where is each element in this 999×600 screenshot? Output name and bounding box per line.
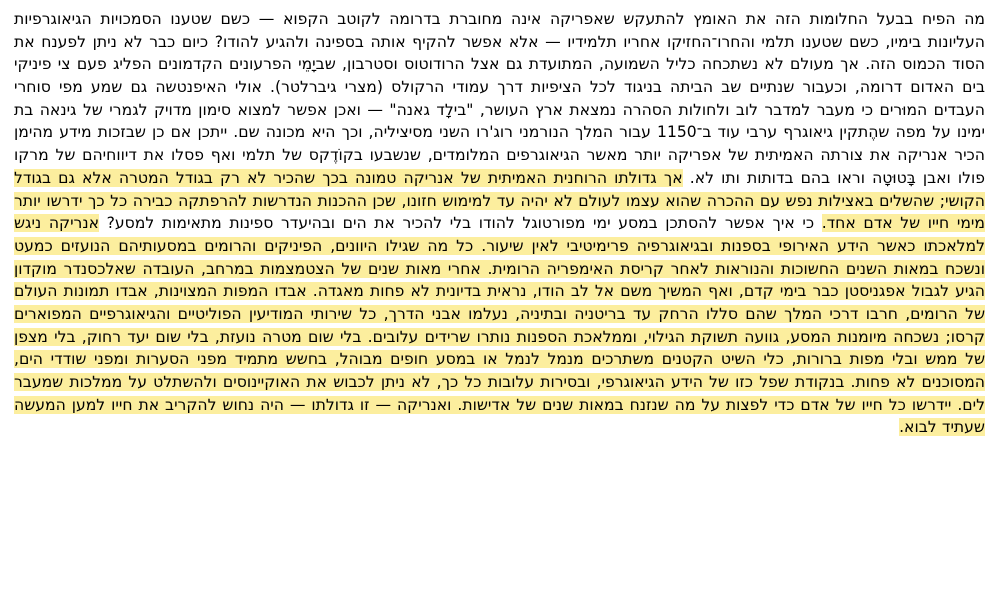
highlighted-run-1: אך גדולתו הרוחנית האמיתית של אנריקה טמונה בכך שהכיר לא רק בגודל המטרה אלא גם בגודל הקושי; שהשלים באצילות נפש עם ההכרה שהוא עצמו לעולם לא יהיה עד למימוש חזונו, שכן ההכנות הנדרשות להרפתקה כבירה כל כך ידרשו יותר מימי חייו של אדם אחד.: [14, 168, 985, 233]
text-run-plain-1: מה הפיח בבעל החלומות הזה את האומץ להתעקש שאפריקה אינה מחוברת בדרומה לקוטב הקפוא — כשם שטענו הסמכויות הגיאוגרפיות העליונות בימיו, כשם שטענו תלמי והחרו־החזיקו אחריו תלמידיו — אלא אפשר להקיף אותה בספינה ולהגיע להודו? כיום כבר לא ניתן לפענח את הסוד הכמוס הזה. אך מעולם לא נשתכחה כליל השמועה, המתועדת גם אצל הרודוטוס וסטרבון, שביָמֵי הפרעונים הקדמונים הפליג פעם צי פיניקי בים האדום דרומה, וכעבור שנתיים שב הביתה בניגוד לכל הציפיות דרך עמודי הרקולס (מצרי גיברלטר). אולי האיפנטשה גם שמע מפי סוחרי העבדים המוּרים כי מעבר למדבר לוב ולחולות הסהרה נמצאת ארץ העושר, "בילָד גאנה" — ואכן אפשר למצוא סימון מדויק לגמרי של גינאה בת ימינו על מפה שהֶתקין גיאוגרף ערבי עוד ב־1150 עבור המלך הנורמני רוג'רו השני מסיציליה, וכך היא מכונה שם. ייתכן אם כן שבזכות מידע מהימן הכיר אנריקה את צורתה האמיתית של אפריקה יותר מאשר הגיאוגרפים המלומדים, שנשבעו בקוֹדֶקס של תלמי ואף פסלו את דיווחיהם של מרקו פולו ואבן בָּטוּטָה וראו בהם בדותות ותו לא.: [14, 10, 985, 187]
text-run-plain-2: כי איך אפשר להסתכן במסע ימי מפורטוגל להודו בלי להכיר את הים ובהיעדר ספינות מתאימות למסע?: [99, 214, 822, 233]
highlighted-run-2: אנריקה ניגש למלאכתו כאשר הידע האירופי בספנות ובגיאוגרפיה פרימיטיבי לאין שיעור. כל מה שגילו היוונים, הפיניקים והרומים במסעותיהם הנועזים כמעט ונשכח במאות השנים החשוכות והנוראות לאחר קריסת האימפריה הרומית. אחרי מאות שנים של הצטמצמות במרחב, העובדה שאלכסנדר מוקדון הגיע לגבול אפגניסטן כבר בימי קדם, ואף המשיך משם אל לב הודו, נראית בדיונית לא פחות מאגדה. אבדו המפות המצוינות, אבדו תמונות העולם של הרומים, חרבו דרכי המלך שהם סללו הרחק עד בריטניה ובתיניה, נעלמו אבני הדרך, כל שירותי המודיעין הפוליטיים והגיאוגרפיים המפוארים קרסו; נשכחה מיומנות המסע, גוועה תשוקת הגילוי, וממלאכת הספנות נותרו שרידים עלובים. בלי שום מטרה נועזת, בלי שום יעד רחוק, בלי מצפן של ממש ובלי מפות ברורות, כלי השיט הקטנים משתרכים מנמל לנמל או במסע חופים מבוהל, בחשש מתמיד מפני הסערות ומפני שודדי הים, המסוכנים לא פחות. בנקודת שפל כזו של הידע הגיאוגרפי, ובסירות עלובות כל כך, לא ניתן לכבוש את האוקיינוסים ולהשתלט על ממלכות שמעבר לים. יידרשו כל חייו של אדם כדי לפצות על מה שנזנח במאות שנים של אדישות. ואנריקה — זו גדולתו — היה נחוש להקריב את חייו למען המעשה שעתיד לבוא.: [14, 214, 985, 437]
document-body-text: [14, 8, 985, 439]
paragraph: [14, 8, 985, 439]
